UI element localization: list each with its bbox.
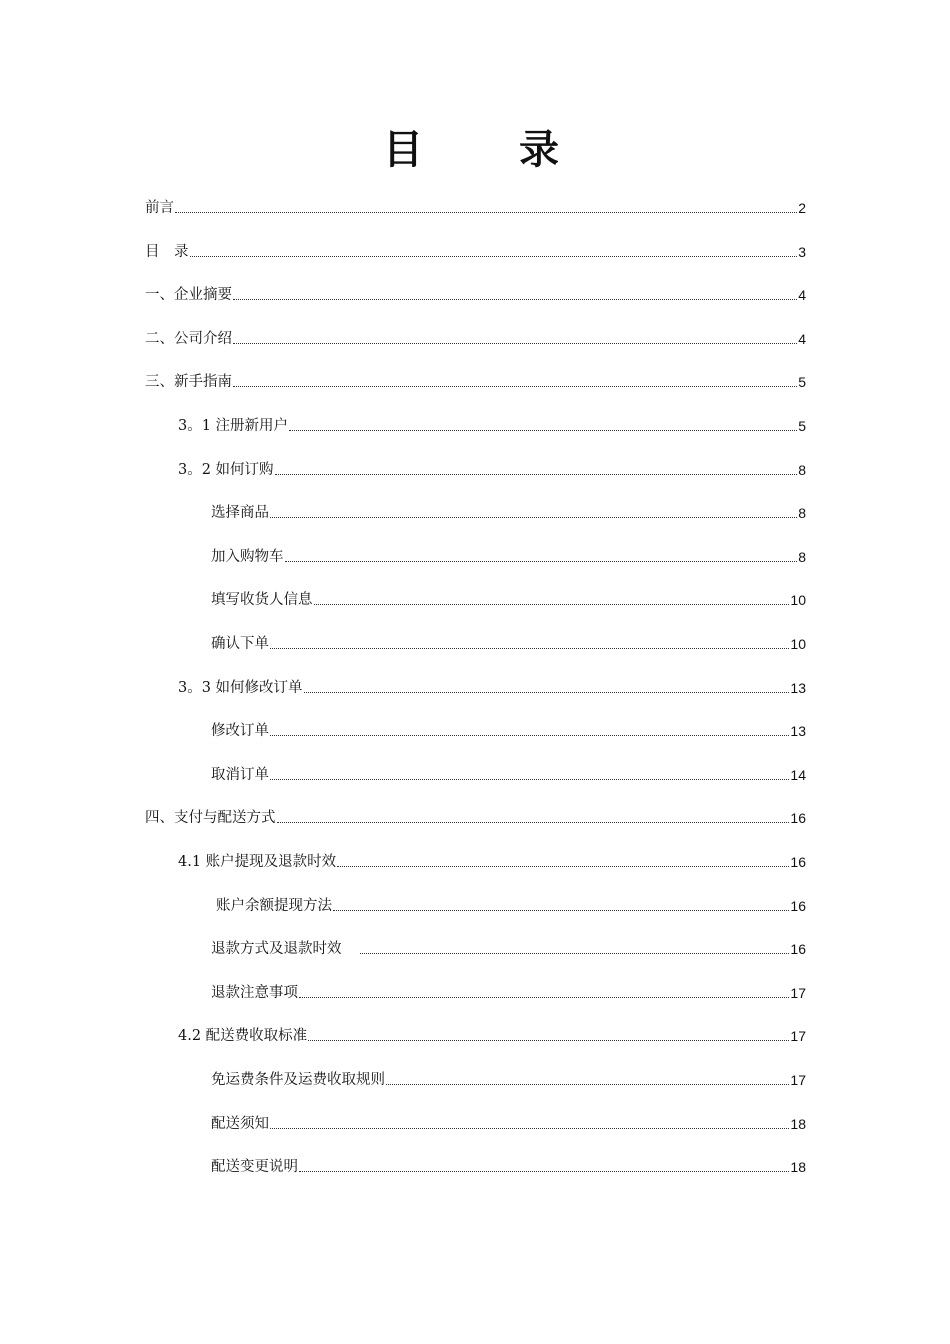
- toc-entry[interactable]: [178, 415, 806, 437]
- toc-dot-leader: [299, 1171, 789, 1172]
- toc-entry[interactable]: [211, 982, 806, 1004]
- toc-entry-label: 二、公司介绍: [145, 330, 232, 347]
- toc-dot-leader: [304, 692, 790, 693]
- toc-dot-leader: [275, 474, 798, 475]
- toc-dot-leader: [333, 910, 789, 911]
- toc-page-number: 18: [790, 1115, 806, 1132]
- toc-dot-leader: [270, 648, 789, 649]
- toc-entry-label: 退款方式及退款时效: [211, 941, 342, 958]
- toc-dot-leader: [285, 561, 798, 562]
- toc-entry[interactable]: [145, 807, 806, 829]
- toc-dot-leader: [270, 1128, 789, 1129]
- toc-entry[interactable]: [211, 589, 806, 611]
- toc-entry-label: 目 录: [145, 243, 189, 260]
- toc-entry[interactable]: [145, 197, 806, 219]
- toc-entry[interactable]: [145, 371, 806, 393]
- toc-dot-leader: [386, 1084, 789, 1085]
- toc-entry[interactable]: [211, 764, 806, 786]
- toc-entry[interactable]: [178, 1025, 806, 1047]
- toc-page-number: 5: [798, 418, 806, 434]
- toc-entry-label: 修改订单: [211, 723, 269, 740]
- toc-dot-leader: [233, 299, 797, 300]
- toc-entry[interactable]: [178, 459, 806, 481]
- toc-entry-label: 四、支付与配送方式: [145, 810, 276, 827]
- toc-entry-label: 选择商品: [211, 505, 269, 522]
- toc-page-number: 16: [790, 854, 806, 870]
- toc-page-number: 16: [790, 941, 806, 958]
- toc-dot-leader: [308, 1040, 789, 1041]
- toc-page-number: 16: [790, 810, 806, 827]
- toc-entry-label: 一、企业摘要: [145, 287, 232, 304]
- toc-dot-leader: [289, 430, 797, 431]
- toc-page-number: 3: [798, 243, 806, 260]
- toc-dot-leader: [270, 735, 789, 736]
- toc-dot-leader: [175, 212, 797, 213]
- toc-entry[interactable]: [145, 284, 806, 306]
- toc-entry[interactable]: [178, 851, 806, 873]
- toc-page-number: 17: [790, 1028, 806, 1045]
- toc-page-number: 4: [798, 287, 806, 304]
- toc-dot-leader: [190, 256, 798, 257]
- toc-entry[interactable]: [145, 328, 806, 350]
- toc-entry[interactable]: [211, 1113, 806, 1135]
- toc-entry[interactable]: [178, 677, 806, 699]
- toc-page-number: 14: [790, 766, 806, 783]
- toc-entry[interactable]: [211, 1069, 806, 1091]
- toc-entry-label: 填写收货人信息: [211, 592, 313, 609]
- toc-entry-label: 3。1 注册新用户: [178, 418, 289, 434]
- toc-dot-leader: [299, 997, 789, 998]
- toc-entry-label: 配送变更说明: [211, 1159, 298, 1176]
- toc-dot-leader: [233, 386, 797, 387]
- toc-title: 目 录: [383, 126, 587, 173]
- toc-page-number: 4: [798, 330, 806, 347]
- toc-page-number: 8: [798, 548, 806, 565]
- toc-entry-label: 4.2 配送费收取标准: [178, 1028, 308, 1045]
- toc-page-number: 8: [798, 505, 806, 522]
- toc-entry-label: 加入购物车: [211, 548, 284, 565]
- toc-dot-leader: [360, 953, 790, 954]
- toc-entry-label: 3。2 如何订购: [178, 461, 274, 478]
- toc-entry-label: 三、新手指南: [145, 374, 232, 391]
- toc-entry[interactable]: [211, 1156, 806, 1178]
- toc-dot-leader: [270, 779, 789, 780]
- toc-entry-label: 配送须知: [211, 1115, 269, 1132]
- toc-page-number: 13: [790, 723, 806, 740]
- toc-entry[interactable]: [211, 502, 806, 524]
- toc-entry[interactable]: [211, 546, 806, 568]
- toc-entry[interactable]: [145, 241, 806, 263]
- toc-page-number: 13: [790, 679, 806, 696]
- toc-page-number: 10: [790, 636, 806, 652]
- toc-entry[interactable]: [211, 720, 806, 742]
- toc-entry[interactable]: [211, 938, 806, 960]
- toc-entry-label: 取消订单: [211, 766, 269, 783]
- toc-page-number: 2: [798, 200, 806, 216]
- toc-page-number: 5: [798, 374, 806, 391]
- toc-entry-label: 前言: [145, 200, 174, 216]
- toc-entry-label: 退款注意事项: [211, 984, 298, 1001]
- toc-dot-leader: [337, 866, 789, 867]
- toc-entry[interactable]: [211, 633, 806, 655]
- toc-page-number: 17: [790, 1072, 806, 1088]
- toc-page-number: 17: [790, 984, 806, 1001]
- toc-entry-label: 免运费条件及运费收取规则: [211, 1072, 385, 1088]
- toc-page-number: 8: [798, 461, 806, 478]
- toc-page-number: 18: [790, 1159, 806, 1176]
- toc-entry-label: 4.1 账户提现及退款时效: [178, 854, 337, 870]
- toc-dot-leader: [277, 822, 790, 823]
- toc-page-number: 10: [790, 592, 806, 609]
- toc-entry[interactable]: [216, 895, 806, 917]
- toc-entry-label: 3。3 如何修改订单: [178, 679, 303, 696]
- toc-entry-label: 账户余额提现方法: [216, 897, 332, 914]
- toc-dot-leader: [270, 517, 797, 518]
- toc-page-number: 16: [790, 897, 806, 914]
- toc-entry-label: 确认下单: [211, 636, 269, 652]
- toc-dot-leader: [314, 604, 790, 605]
- toc-dot-leader: [233, 343, 797, 344]
